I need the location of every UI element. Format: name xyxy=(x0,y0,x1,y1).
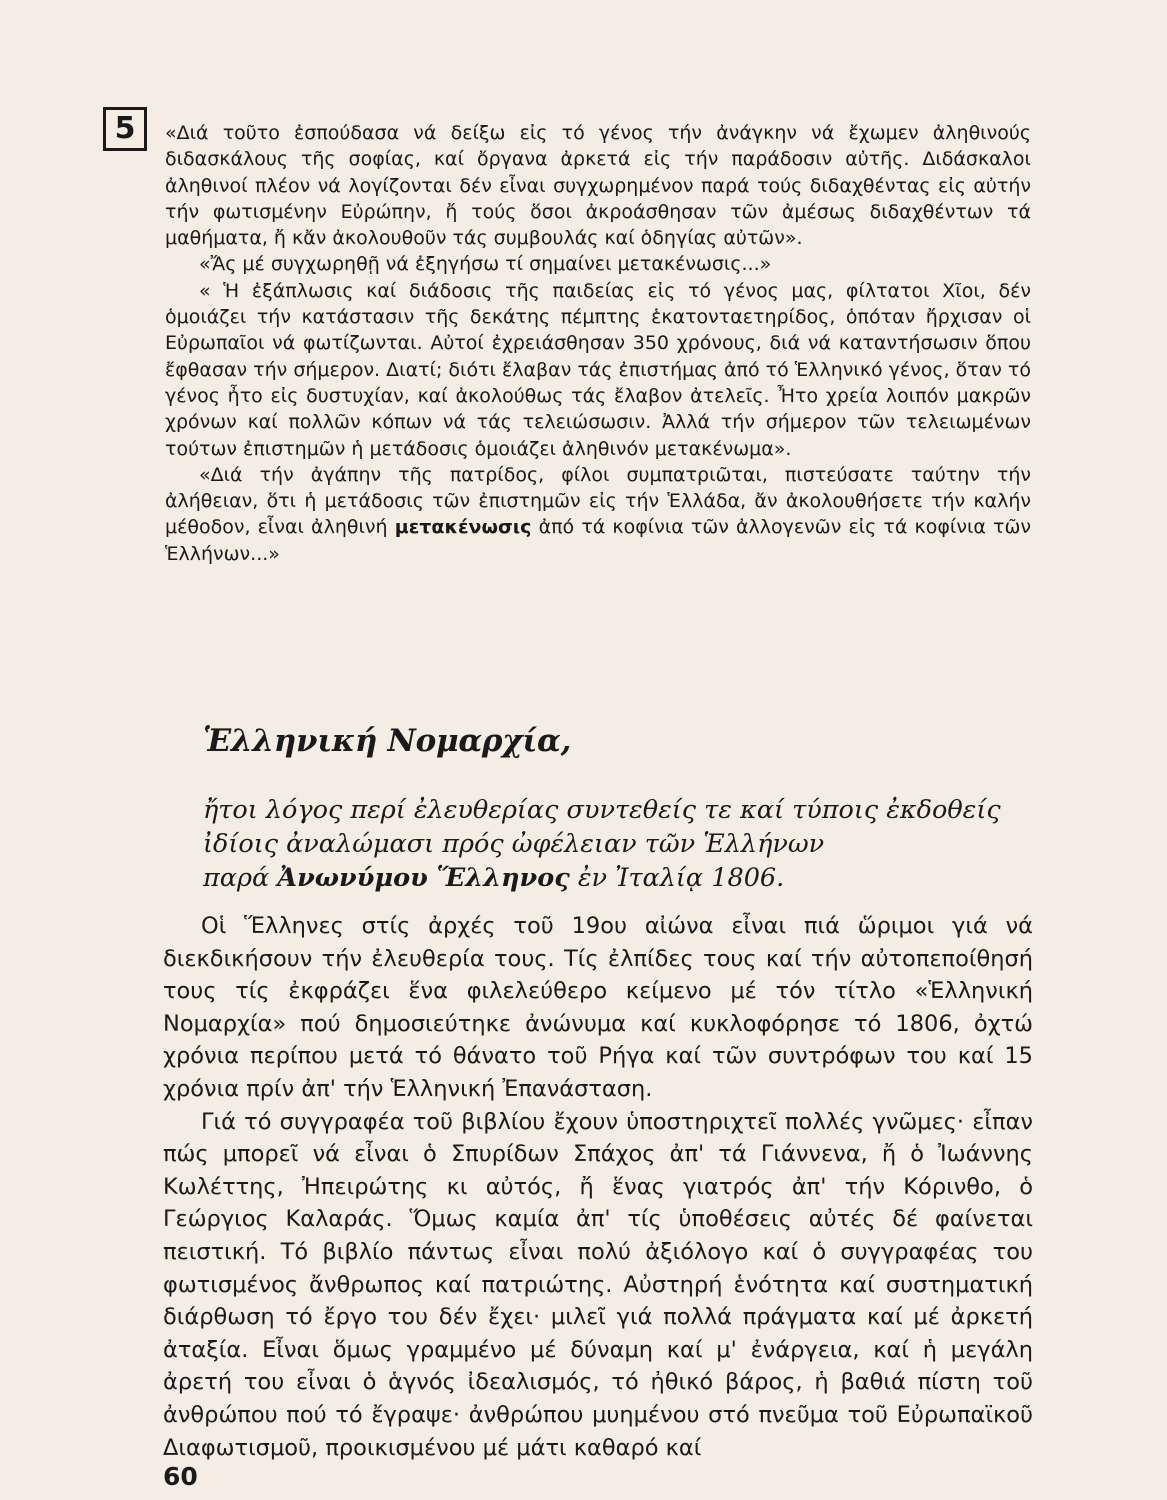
page-number: 60 xyxy=(163,1462,198,1491)
body-paragraph-1: Οἱ Ἕλληνες στίς ἀρχές τοῦ 19ου αἰώνα εἶναι πιά ὥριμοι γιά νά διεκδικήσουν τήν ἐλευθερία τους. Τίς ἐλπίδες τους καί τήν αὐτοπεποίθησή τους τίς ἐκφράζει ἕνα φιλελεύθερο κείμενο μέ τόν τίτλο «Ἑλληνική Νομαρχία» πού δημοσιεύτηκε ἀνώνυμα καί κυκλοφόρησε τό 1806, ὀχτώ χρόνια περίπου μετά τό θάνατο τοῦ Ρήγα καί τῶν συντρόφων του καί 15 χρόνια πρίν ἀπ' τήν Ἑλληνική Ἐπανάσταση. xyxy=(163,913,1033,1102)
book-subtitle-line-1: ἤτοι λόγος περί ἐλευθερίας συντεθείς τε καί τύποις ἐκδοθείς xyxy=(203,795,1001,825)
quote-p4-emphasis: μετακένωσις xyxy=(394,516,532,539)
quote-paragraph-1: «Διά τοῦτο ἐσπούδασα νά δείξω εἰς τό γένος τήν ἀνάγκην νά ἔχωμεν ἀληθινούς διδασκάλους τῆς σοφίας, καί ὄργανα ἀρκετά εἰς τήν παράδοσιν αὐτῆς. Διδάσκαλοι ἀληθινοί πλέον νά λογίζονται δέν εἶναι συγχωρημένον παρά τούς διδαχθέντας εἰς αὐτήν τήν φωτισμένην Εὐρώπην, ἤ τούς ὅσοι ἀκροάσθησαν τῶν ἀμέσως διδαχθέντων τά μαθήματα, ἤ κἄν ἀκολουθοῦν τάς συμβουλάς καί ὁδηγίας αὐτῶν». xyxy=(165,122,1031,250)
quote-p4-start: «Διά τήν ἀγάπην τῆς πατρίδος, φίλοι συμπατριῶται, πιστεύσατε ταύτην τήν ἀλήθειαν, ὅτι ἡ μετάδοσις τῶν ἐπιστημῶν εἰς τήν Ἑλλάδα, ἄν ἀκολουθήσετε τήν καλήν μέθοδον, εἶναι ἀληθινή xyxy=(165,463,1031,539)
anonymous-author: Ἀνωνύμου Ἕλληνος xyxy=(277,863,570,893)
book-title-block xyxy=(203,723,1063,895)
quoted-excerpt xyxy=(165,120,1031,567)
subtitle-line-3-suffix: ἐν Ἰταλίᾳ 1806. xyxy=(569,863,785,893)
quote-paragraph-3: « Ἡ ἐξάπλωσις καί διάδοσις τῆς παιδείας εἰς τό γένος μας, φίλτατοι Χῖοι, δέν ὁμοιάζει τήν κατάστασιν τῆς δεκάτης πέμπτης ἑκατονταετηρίδος, ὁπόταν ἤρχισαν οἱ Εὐρωπαῖοι νά φωτίζωνται. Αὐτοί ἐχρειάσθησαν 350 χρόνους, διά νά καταντήσωσιν ὅπου ἔφθασαν τήν σήμερον. Διατί; διότι ἔλαβαν τάς ἐπιστήμας ἀπό τό Ἑλληνικό γένος, ὅταν τό γένος ἦτο εἰς δυστυχίαν, καί ἀκολούθως τάς ἔλαβον ἀτελεῖς. Ἦτο χρεία λοιπόν μακρῶν χρόνων καί πολλῶν κόπων νά τάς τελειώσωσιν. Ἀλλά τήν σήμερον τῶν τελειωμένων τούτων ἐπιστημῶν ἡ μετάδοσις ὁμοιάζει ἀληθινόν μετακένωμα». xyxy=(165,279,1031,460)
quote-paragraph-2: «Ἄς μέ συγχωρηθῇ νά ἐξηγήσω τί σημαίνει μετακένωσις...» xyxy=(199,253,772,276)
book-title: Ἑλληνική Νομαρχία, xyxy=(203,723,572,759)
body-paragraph-2: Γιά τό συγγραφέα τοῦ βιβλίου ἔχουν ὑποστηριχτεῖ πολλές γνῶμες· εἶπαν πώς μπορεῖ νά εἶναι ὁ Σπυρίδων Σπάχος ἀπ' τά Γιάννενα, ἤ ὁ Ἰωάννης Κωλέττης, Ἠπειρώτης κι αὐτός, ἤ ἕνας γιατρός ἀπ' τήν Κόρινθο, ὁ Γεώργιος Καλαράς. Ὅμως καμία ἀπ' τίς ὑποθέσεις αὐτές δέ φαίνεται πειστική. Τό βιβλίο πάντως εἶναι πολύ ἀξιόλογο καί ὁ συγγραφέας του φωτισμένος ἄνθρωπος καί πατριώτης. Αὐστηρή ἑνότητα καί συστηματική διάρθωση τό ἔργο του δέν ἔχει· μιλεῖ γιά πολλά πράγματα καί μέ ἀρκετή ἀταξία. Εἶναι ὅμως γραμμένο μέ δύναμη καί μ' ἐνάργεια, καί ἡ μεγάλη ἀρετή του εἶναι ὁ ἁγνός ἰδεαλισμός, τό ἠθικό βάρος, ἡ βαθιά πίστη τοῦ ἀνθρώπου πού τό ἔγραψε· ἀνθρώπου μυημένου στό πνεῦμα τοῦ Εὐρωπαϊκοῦ Διαφωτισμοῦ, προικισμένου μέ μάτι καθαρό καί xyxy=(163,1108,1033,1461)
book-subtitle-line-2: ἰδίοις ἀναλώμασι πρός ὠφέλειαν τῶν Ἑλλήνων xyxy=(203,829,825,859)
section-number-badge: 5 xyxy=(103,107,147,151)
body-text xyxy=(163,910,1033,1464)
book-subtitle-line-3 xyxy=(203,861,1063,895)
quote-paragraph-4 xyxy=(165,462,1031,567)
subtitle-line-3-prefix: παρά xyxy=(203,863,278,893)
quote-p4-end: ἀπό τά κοφίνια τῶν ἀλλογενῶν εἰς τά κοφίνια τῶν Ἑλλήνων...» xyxy=(165,516,1031,565)
